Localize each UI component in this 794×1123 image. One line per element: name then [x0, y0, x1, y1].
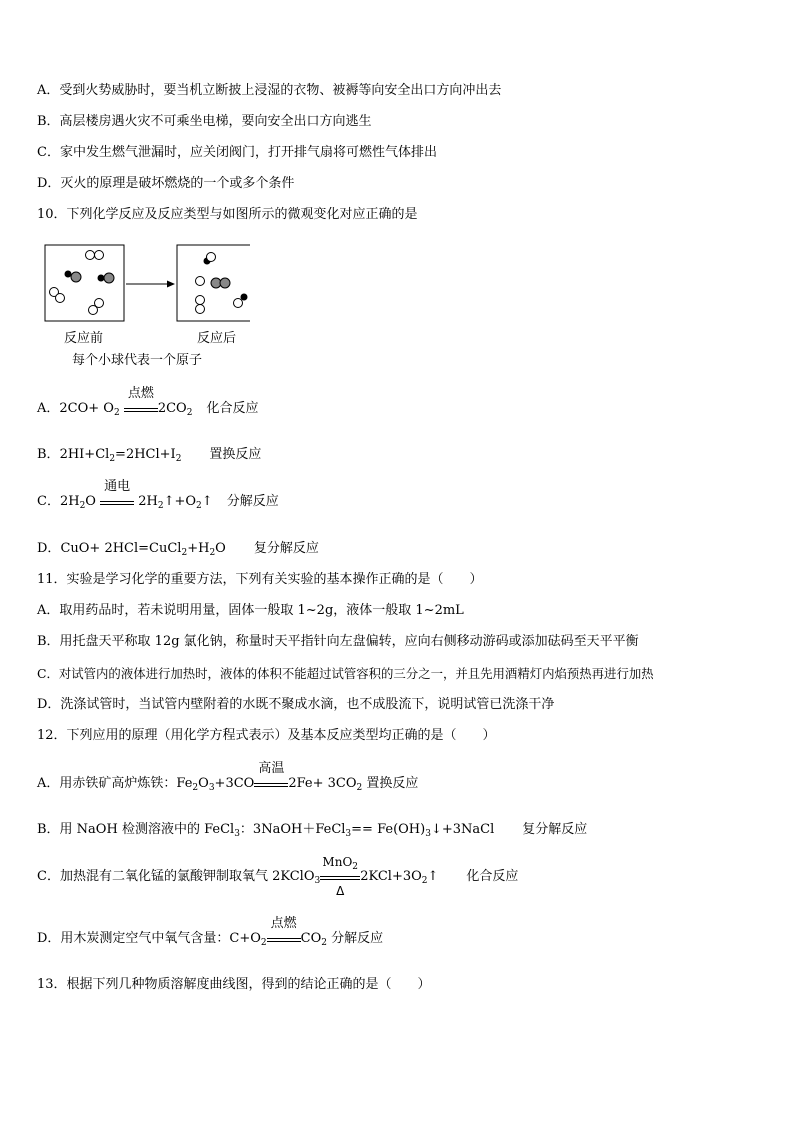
- atom-grey: [220, 278, 230, 288]
- reaction-type: 分解反应: [331, 931, 384, 946]
- q12-option-a: A．用赤铁矿高炉炼铁：$Fe_2O_3+3CO$ 高温 $2Fe+ 3CO_2$ 置换反应: [37, 761, 419, 793]
- q10-option-b: B．$2HI+Cl_2=2HCl+I_2$ 置换反应: [37, 447, 262, 464]
- atom-black: [65, 271, 72, 278]
- reaction-type: 复分解反应: [522, 822, 588, 837]
- equals-sign: 通电: [100, 494, 134, 510]
- atom-grey: [71, 272, 81, 282]
- atom-grey: [104, 273, 114, 283]
- q10-option-a: A．$2CO+ O_2$ 点燃 $2CO_2$ 化合反应: [37, 386, 259, 418]
- atom-white: [196, 305, 205, 314]
- reaction-diagram: [40, 240, 250, 334]
- before-box: [45, 245, 124, 321]
- reaction-type: 分解反应: [226, 494, 279, 509]
- reaction-type: 复分解反应: [253, 541, 319, 556]
- reaction-type: 化合反应: [466, 869, 519, 884]
- equals-sign: 点燃: [267, 931, 301, 947]
- atom-white: [196, 296, 205, 305]
- q9-option-a: A．受到火势威胁时，要当机立断披上浸湿的衣物、被褥等向安全出口方向冲出去: [37, 83, 502, 98]
- reaction-type: 置换反应: [209, 447, 262, 462]
- atom-white: [89, 306, 98, 315]
- atom-white: [196, 277, 205, 286]
- reaction-diagram-svg: [40, 240, 250, 330]
- q12-stem: 12．下列应用的原理（用化学方程式表示）及基本反应类型均正确的是（ ）: [37, 728, 496, 743]
- reaction-type: 置换反应: [366, 776, 419, 791]
- q10-stem: 10．下列化学反应及反应类型与如图所示的微观变化对应正确的是: [37, 207, 418, 222]
- label-before: 反应前: [64, 331, 104, 346]
- q10-option-c: C．$2H_2O$ 通电 $2H_2↑+O_2↑$ 分解反应: [37, 479, 279, 511]
- q10-option-d: D．$CuO+ 2HCl=CuCl_2+H_2O$ 复分解反应: [37, 541, 319, 558]
- q9-option-b: B．高层楼房遇火灾不可乘坐电梯，要向安全出口方向逃生: [37, 114, 372, 129]
- atom-white: [234, 299, 243, 308]
- atom-black: [98, 275, 105, 282]
- q11-stem: 11．实验是学习化学的重要方法，下列有关实验的基本操作正确的是（ ）: [37, 572, 483, 587]
- q11-option-c: C．对试管内的液体进行加热时，液体的体积不能超过试管容积的三分之一，并且先用酒精灯内焰预热再进行加热: [37, 666, 654, 681]
- q9-option-c: C．家中发生燃气泄漏时，应关闭阀门，打开排气扇将可燃性气体排出: [37, 145, 437, 160]
- reaction-type: 化合反应: [206, 401, 259, 416]
- q11-option-a: A．取用药品时，若未说明用量，固体一般取 1~2g，液体一般取 1~2mL: [37, 603, 464, 618]
- figure-caption: 每个小球代表一个原子: [72, 353, 203, 368]
- q12-option-b: B．用 NaOH 检测溶液中的 FeCl$_3$：3NaOH＋FeCl$_3$== $Fe(OH)_3↓+3NaCl$ 复分解反应: [37, 822, 588, 839]
- q12-option-c: C．加热混有二氧化锰的氯酸钾制取氧气 2KClO$_3$ MnO$_2$ Δ $2KCl+3O_2↑$ 化合反应: [37, 855, 519, 898]
- q9-option-d: D．灭火的原理是破坏燃烧的一个或多个条件: [37, 176, 295, 191]
- label-after: 反应后: [197, 331, 237, 346]
- equals-sign: 高温: [254, 776, 288, 792]
- atom-white: [95, 251, 104, 260]
- q11-option-b: B．用托盘天平称取 12g 氯化钠，称量时天平指针向左盘偏转，应向右侧移动游码或添加砝码至天平平衡: [37, 634, 639, 649]
- atom-white: [207, 253, 216, 262]
- atom-black: [241, 294, 248, 301]
- q11-option-d: D．洗涤试管时，当试管内壁附着的水既不聚成水滴，也不成股流下，说明试管已洗涤干净: [37, 697, 555, 712]
- atom-white: [56, 294, 65, 303]
- atom-white: [86, 251, 95, 260]
- equals-sign: 点燃: [124, 401, 158, 417]
- q13-stem: 13．根据下列几种物质溶解度曲线图，得到的结论正确的是（ ）: [37, 977, 431, 992]
- equals-sign: MnO$_2$ Δ: [320, 869, 360, 885]
- arrow-head-icon: [167, 281, 175, 288]
- q12-option-d: D．用木炭测定空气中氧气含量：$C+O_2$ 点燃 $CO_2$ 分解反应: [37, 916, 384, 948]
